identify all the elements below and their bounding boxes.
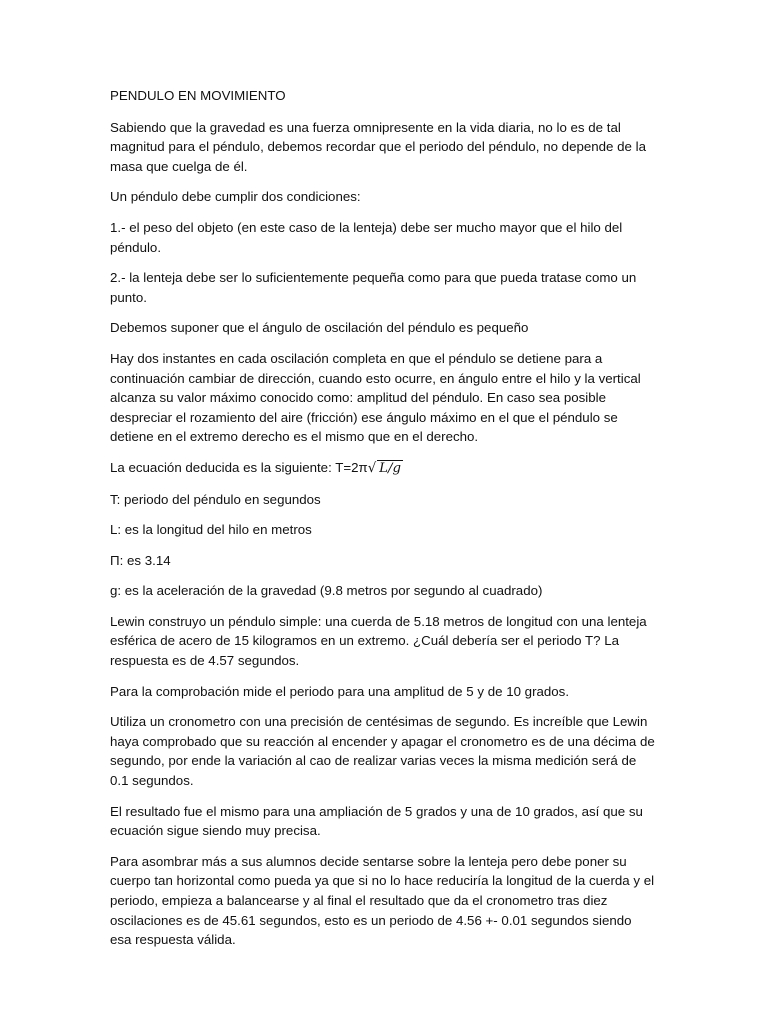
paragraph-amplitude: Hay dos instantes en cada oscilación completa en que el péndulo se detiene para a continuación cambiar de dirección, cuando esto ocurre, en ángulo entre el hilo y la vertical alcanza su valor máximo conocido como: amplitud del péndulo. En caso sea posible despreciar el rozamiento del aire (fricción) ese ángulo máximo en el que el péndulo se detiene en el extremo derecho es el mismo que en el derecho. xyxy=(110,350,641,445)
square-root-icon: √ xyxy=(367,460,377,476)
paragraph-stopwatch: Utiliza un cronometro con una precisión de centésimas de segundo. Es increíble que Lewin haya comprobado que su reacción al encender y apagar el cronometro es de una décima de segundo, por ende la variación al cao de realizar varias veces la misma medición será de 0.1 segundos. xyxy=(110,714,655,789)
paragraph-def-g: g: es la aceleración de la gravedad (9.8 metros por segundo al cuadrado) xyxy=(110,583,543,599)
paragraph-def-t: T: periodo del péndulo en segundos xyxy=(110,491,321,507)
paragraph-condition-1: 1.- el peso del objeto (en este caso de la lenteja) debe ser mucho mayor que el hilo del péndulo. xyxy=(110,219,623,255)
paragraph-small-angle: Debemos suponer que el ángulo de oscilación del péndulo es pequeño xyxy=(110,320,529,336)
equation-intro: La ecuación deducida es la siguiente: T=2π xyxy=(110,459,368,475)
paragraph-lewin-pendulum: Lewin construyo un péndulo simple: una cuerda de 5.18 metros de longitud con una lenteja esférica de acero de 15 kilogramos en un extremo. ¿Cuál debería ser el periodo T? La respuesta es de 4.57 segundos. xyxy=(110,613,647,669)
paragraph-def-pi: Π: es 3.14 xyxy=(110,552,171,568)
equation-formula: L/g xyxy=(379,460,401,476)
paragraph-demonstration: Para asombrar más a sus alumnos decide sentarse sobre la lenteja pero debe poner su cuerpo tan horizontal como pueda ya que si no lo hace reduciría la longitud de la cuerda y el periodo, empieza a balancearse y al final el resultado que da el cronometro tras diez oscilaciones es de 45.61 segundos, esto es un periodo de 4.56 +- 0.01 segundos siendo esa respuesta válida. xyxy=(110,853,655,948)
paragraph-conditions-heading: Un péndulo debe cumplir dos condiciones: xyxy=(110,189,361,205)
paragraph-verification: Para la comprobación mide el periodo para una amplitud de 5 y de 10 grados. xyxy=(110,683,570,699)
paragraph-intro: Sabiendo que la gravedad es una fuerza omnipresente en la vida diaria, no lo es de tal magnitud para el péndulo, debemos recordar que el periodo del péndulo, no depende de la masa que cuelga de él. xyxy=(110,119,646,174)
paragraph-equation xyxy=(110,458,655,479)
document-page xyxy=(110,86,655,961)
document-title: PENDULO EN MOVIMIENTO xyxy=(110,88,286,103)
paragraph-def-l: L: es la longitud del hilo en metros xyxy=(110,522,312,538)
paragraph-result: El resultado fue el mismo para una ampliación de 5 grados y una de 10 grados, así que su ecuación sigue siendo muy precisa. xyxy=(110,803,643,839)
paragraph-condition-2: 2.- la lenteja debe ser lo suficientemente pequeña como para que pueda tratase como un punto. xyxy=(110,270,637,305)
